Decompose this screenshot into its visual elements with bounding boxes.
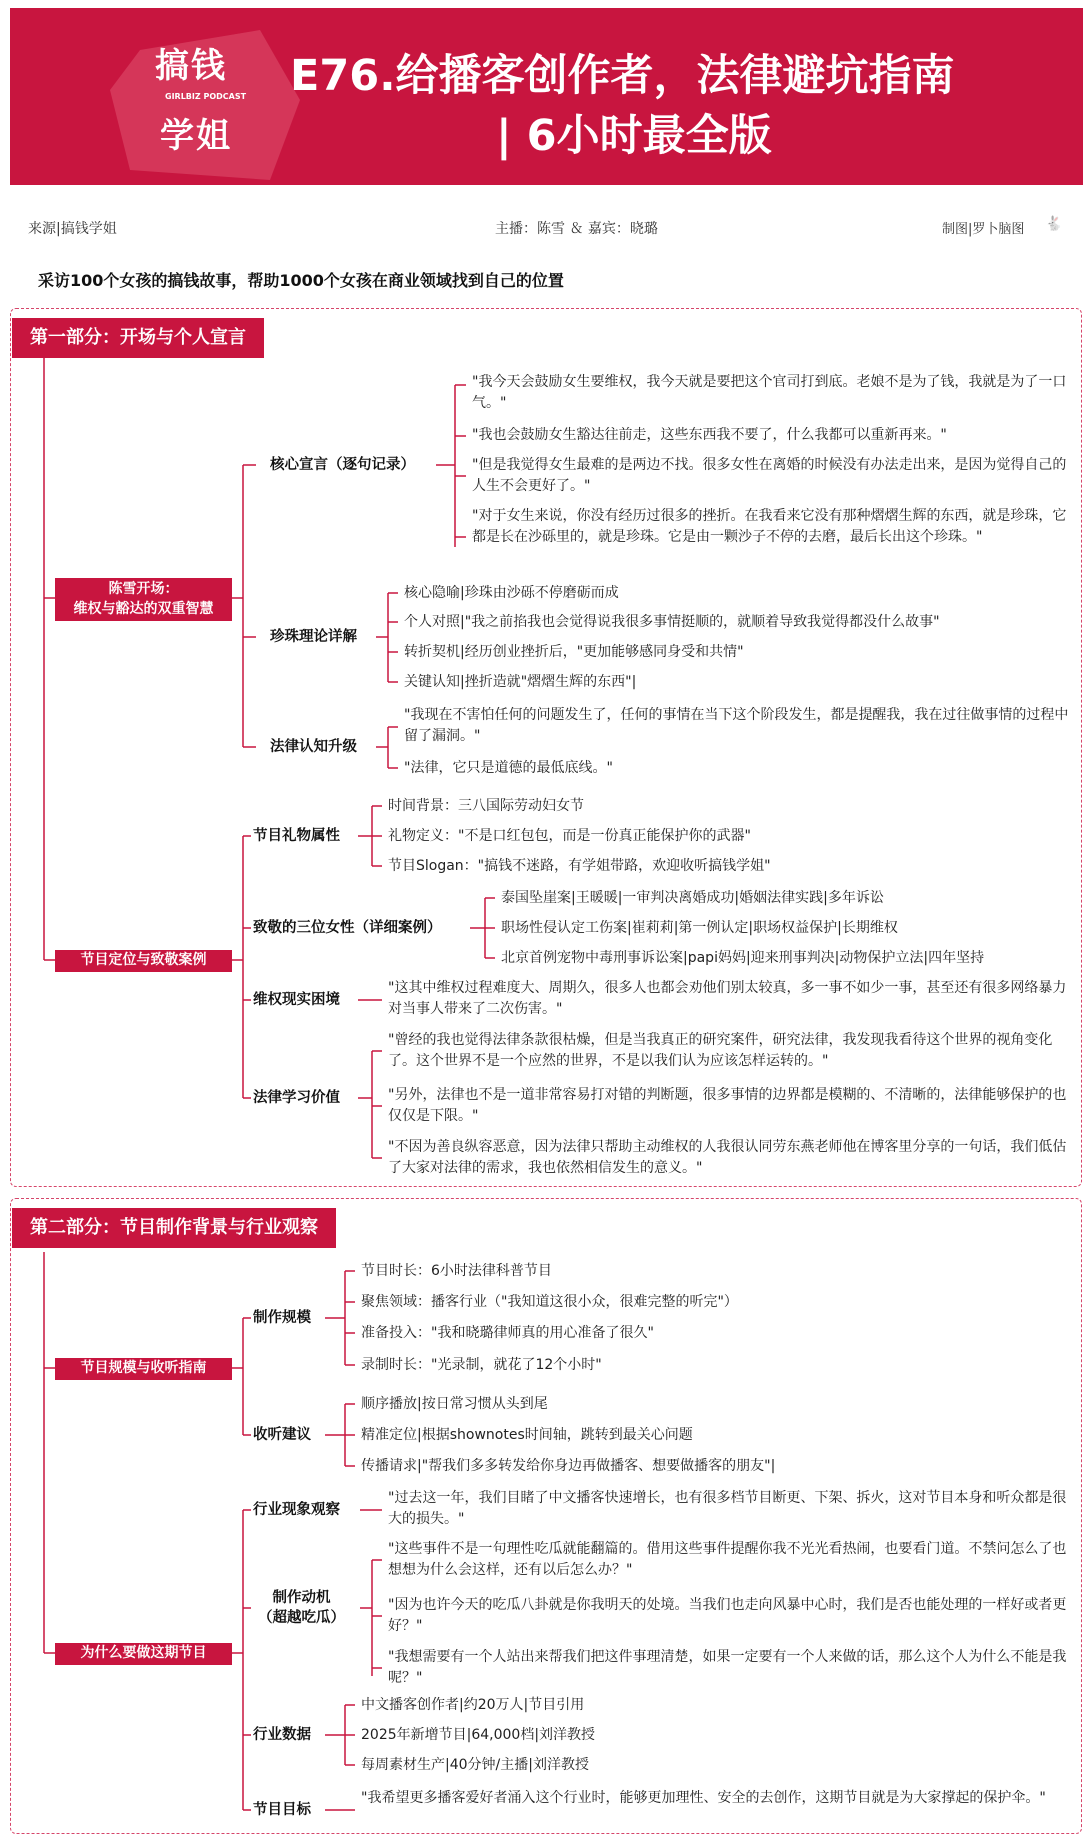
law-quote-1: "我现在不害怕任何的问题发生了，任何的事情在当下这个阶段发生，都是提醒我，我在过往做事情的过程中留了漏洞。"	[404, 707, 1069, 744]
gift-item-2: 礼物定义："不是口红包包，而是一份真正能保护你的武器"	[388, 828, 751, 844]
pearl-item-2: 个人对照|"我之前掐我也会觉得说我很多事情挺顺的，就顺着导致我觉得都没什么故事"	[404, 614, 940, 630]
scale-item-2: 聚焦领域：播客行业（"我知道这很小众，很难完整的听完"）	[361, 1294, 738, 1310]
branch-scale: 节目规模与收听指南	[55, 1358, 232, 1380]
part1-title: 第一部分：开场与个人宣言	[12, 318, 264, 358]
core-quote-3: "但是我觉得女生最难的是两边不找。很多女性在离婚的时候没有办法走出来，是因为觉得自己的人生不会更好了。"	[472, 457, 1067, 494]
goal-quote: "我希望更多播客爱好者涌入这个行业时，能够更加理性、安全的去创作，这期节目就是为大家撑起的保护伞。"	[361, 1790, 1046, 1806]
page-title-line2: | 6小时最全版	[496, 111, 772, 161]
motivation-quote-2: "因为也许今天的吃瓜八卦就是你我明天的处境。当我们也走向风暴中心时，我们是否也能处理的一样好或者更好？"	[388, 1597, 1067, 1634]
branch-positioning: 节目定位与致敬案例	[55, 950, 232, 972]
listen-item-2: 精准定位|根据shownotes时间轴，跳转到最关心问题	[361, 1427, 693, 1443]
women-case-2: 职场性侵认定工伤案|崔莉莉|第一例认定|职场权益保护|长期维权	[501, 920, 898, 936]
data-item-1: 中文播客创作者|约20万人|节目引用	[361, 1697, 585, 1713]
node-pearl-theory: 珍珠理论详解	[270, 629, 357, 645]
node-listening-tips: 收听建议	[253, 1427, 311, 1443]
value-quote-1: "曾经的我也觉得法律条款很枯燥，但是当我真正的研究案件，研究法律，我发现我看待这个世界的视角变化了。这个世界不是一个应然的世界，不是以我们认为应该怎样运转的。"	[388, 1032, 1053, 1069]
node-program-goal: 节目目标	[253, 1802, 311, 1818]
part2-title: 第二部分：节目制作背景与行业观察	[12, 1208, 336, 1248]
rabbit-icon: 🐇	[1045, 216, 1063, 232]
data-item-2: 2025年新增节目|64,000档|刘洋教授	[361, 1727, 596, 1743]
node-difficulty: 维权现实困境	[253, 992, 340, 1008]
credit-label: 制图|罗卜脑图	[942, 222, 1025, 237]
core-quote-2: "我也会鼓励女生豁达往前走，这些东西我不要了，什么我都可以重新再来。"	[472, 427, 947, 443]
node-law-upgrade: 法律认知升级	[270, 739, 357, 755]
branch-why: 为什么要做这期节目	[55, 1643, 232, 1665]
pearl-item-3: 转折契机|经历创业挫折后，"更加能够感同身受和共情"	[404, 644, 744, 660]
women-case-1: 泰国坠崖案|王暖暖|一审判决离婚成功|婚姻法律实践|多年诉讼	[501, 890, 884, 906]
motivation-quote-3: "我想需要有一个人站出来帮我们把这件事理清楚，如果一定要有一个人来做的话，那么这个人为什么不能是我呢？"	[388, 1649, 1067, 1686]
women-case-3: 北京首例宠物中毒刑事诉讼案|papi妈妈|迎来刑事判决|动物保护立法|四年坚持	[501, 950, 985, 966]
gift-item-1: 时间背景：三八国际劳动妇女节	[388, 798, 584, 814]
scale-item-1: 节目时长：6小时法律科普节目	[361, 1263, 552, 1279]
page-title-line1: E76.给播客创作者，法律避坑指南	[290, 51, 955, 101]
node-industry-observation: 行业现象观察	[253, 1502, 340, 1518]
observation-quote: "过去这一年，我们目睹了中文播客快速增长，也有很多档节目断更、下架、拆火，这对节目本身和听众都是很大的损失。"	[388, 1490, 1067, 1527]
pearl-item-4: 关键认知|挫折造就"熠熠生辉的东西"|	[404, 674, 637, 690]
core-quote-4: "对于女生来说，你没有经历过很多的挫折。在我看来它没有那种熠熠生辉的东西，就是珍珠，它都是长在沙砾里的，就是珍珠。它是由一颗沙子不停的去磨，最后长出这个珍珠。"	[472, 508, 1067, 545]
value-quote-3: "不因为善良纵容恶意，因为法律只帮助主动维权的人我很认同劳东燕老师他在博客里分享的一句话，我们低估了大家对法律的需求，我也依然相信发生的意义。"	[388, 1139, 1067, 1176]
gift-item-3: 节目Slogan："搞钱不迷路，有学姐带路，欢迎收听搞钱学姐"	[388, 858, 771, 874]
node-gift: 节目礼物属性	[253, 828, 340, 844]
pearl-item-1: 核心隐喻|珍珠由沙砾不停磨砺而成	[404, 585, 619, 601]
node-motivation: 制作动机 （超越吃瓜）	[258, 1590, 345, 1626]
value-quote-2: "另外，法律也不是一道非常容易打对错的判断题，很多事情的边界都是模糊的、不清晰的，法律能够保护的也仅仅是下限。"	[388, 1087, 1067, 1124]
core-quote-1: "我今天会鼓励女生要维权，我今天就是要把这个官司打到底。老娘不是为了钱，我就是为了一口气。"	[472, 374, 1067, 411]
listen-item-3: 传播请求|"帮我们多多转发给你身边再做播客、想要做播客的朋友"|	[361, 1458, 776, 1474]
node-three-women: 致敬的三位女性（详细案例）	[253, 920, 442, 936]
node-production-scale: 制作规模	[253, 1310, 311, 1326]
listen-item-1: 顺序播放|按日常习惯从头到尾	[361, 1396, 548, 1412]
scale-item-4: 录制时长："光录制，就花了12个小时"	[361, 1357, 602, 1373]
logo-text-bottom: 学姐	[160, 116, 232, 156]
branch-opening: 陈雪开场： 维权与豁达的双重智慧	[55, 578, 232, 621]
node-law-value: 法律学习价值	[253, 1090, 340, 1106]
logo-subtitle: GIRLBIZ PODCAST	[165, 92, 247, 101]
logo-text-top: 搞钱	[155, 46, 227, 86]
law-quote-2: "法律，它只是道德的最低底线。"	[404, 760, 613, 776]
source-label: 来源|搞钱学姐	[28, 221, 117, 237]
hosts-label: 主播：陈雪 ＆ 嘉宾：晓璐	[495, 221, 658, 237]
data-item-3: 每周素材生产|40分钟/主播|刘洋教授	[361, 1757, 589, 1773]
scale-item-3: 准备投入："我和晓璐律师真的用心准备了很久"	[361, 1325, 654, 1341]
tagline: 采访100个女孩的搞钱故事，帮助1000个女孩在商业领域找到自己的位置	[38, 271, 564, 290]
node-industry-data: 行业数据	[253, 1727, 311, 1743]
difficulty-quote: "这其中维权过程难度大、周期久，很多人也都会劝他们别太较真，多一事不如少一事，甚至还有很多网络暴力对当事人带来了二次伤害。"	[388, 980, 1067, 1017]
node-core-declaration: 核心宣言（逐句记录）	[270, 457, 415, 473]
motivation-quote-1: "这些事件不是一句理性吃瓜就能翻篇的。借用这些事件提醒你我不光光看热闹，也要看门道。不禁问怎么了也想想为什么会这样，还有以后怎么办？"	[388, 1541, 1067, 1578]
